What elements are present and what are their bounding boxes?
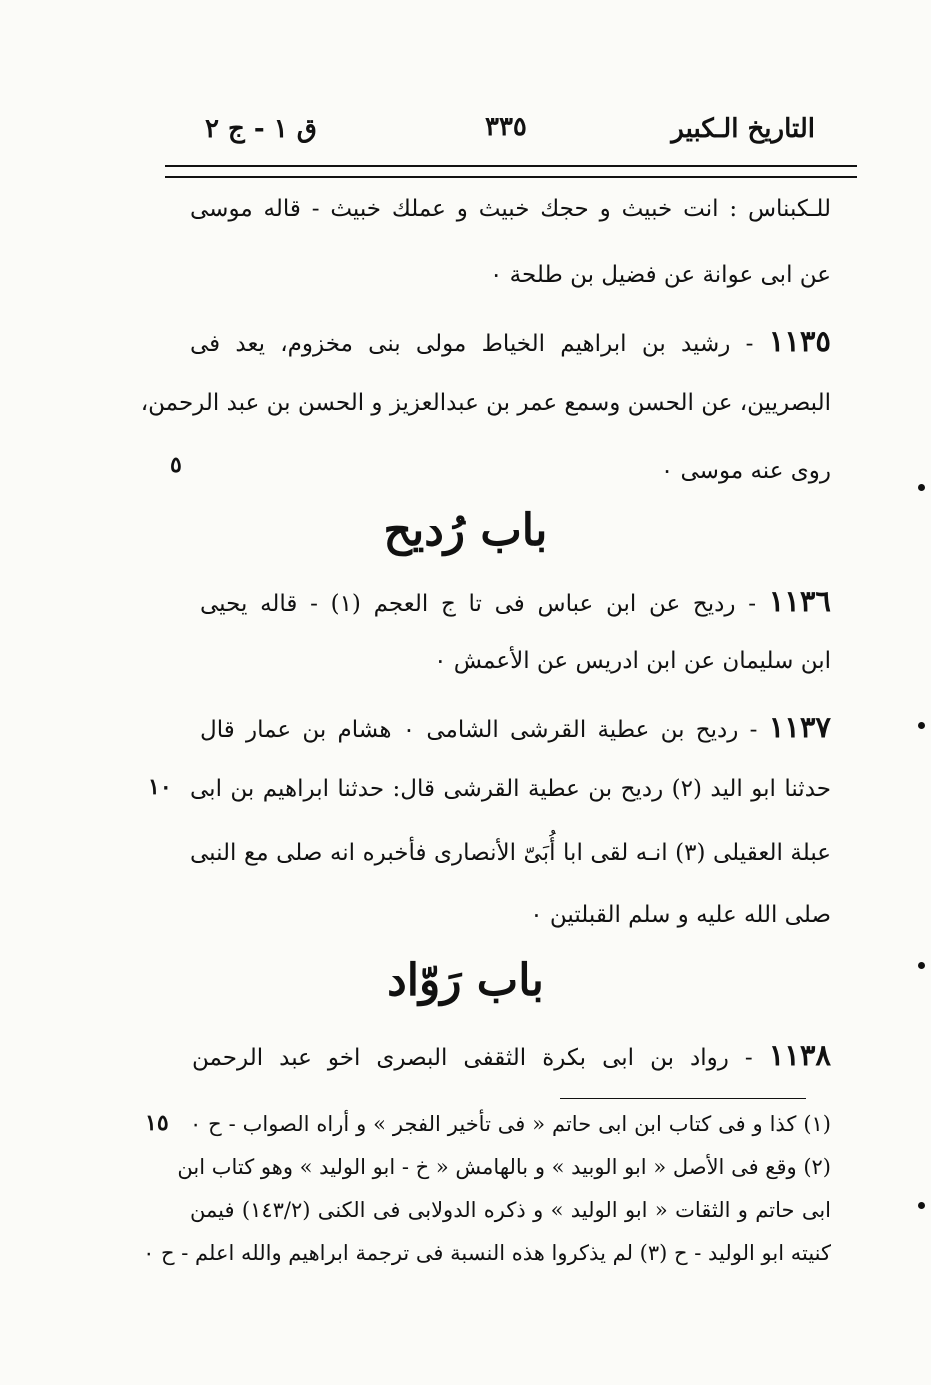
entry-number: ١١٣٥ (768, 324, 831, 358)
page-number: ٣٣٥ (485, 112, 527, 142)
page-header (205, 108, 815, 158)
text-line: للـكبناس : انت خبيث و حجك خبيث و عملك خبيث - قاله موسى (190, 196, 831, 222)
entry-number: ١١٣٨ (768, 1038, 831, 1072)
entry-text: - رواد بن ابى بكرة الثقفى البصرى اخو عبد الرحمن (192, 1045, 753, 1071)
scan-mark (918, 962, 925, 969)
line-number-5: ٥ (170, 452, 182, 478)
footnote-line: كنيته ابو الوليد - ح (٣) لم يذكروا هذه النسبة فى ترجمة ابراهيم والله اعلم - ح ٠ (143, 1241, 831, 1265)
text-line: حدثنا ابو اليد (٢) رديح بن عطية القرشى قال: حدثنا ابراهيم بن ابى (190, 776, 831, 802)
entry-line (200, 710, 831, 745)
text-line: عن ابى عوانة عن فضيل بن طلحة ٠ (490, 262, 831, 288)
footnote-line: ابى حاتم و الثقات « ابو الوليد » و ذكره الدولابى فى الكنى (١٤٣/٢) فيمن (190, 1198, 832, 1222)
footnote-line: (٢) وقع فى الأصل « ابو الوبيد » و بالهامش « خ - ابو الوليد » وهو كتاب ابن (177, 1155, 831, 1179)
entry-line (190, 324, 831, 359)
text-line: ابن سليمان عن ابن ادريس عن الأعمش ٠ (434, 648, 831, 674)
line-number-10: ١٠ (148, 774, 172, 800)
scan-mark (918, 484, 925, 491)
text-line: روى عنه موسى ٠ (660, 458, 831, 484)
section-heading: باب رَوّاد (387, 955, 544, 1006)
section-heading: باب رُديح (383, 505, 548, 556)
volume-label: ق ١ - ج ٢ (205, 114, 317, 144)
footnote-line: (١) كذا و فى كتاب ابن ابى حاتم « فى تأخير الفجر » و أراه الصواب - ح ٠ (190, 1112, 831, 1136)
entry-number: ١١٣٧ (768, 710, 832, 744)
entry-text: - رديح بن عطية القرشى الشامى ٠ هشام بن عمار قال (200, 717, 758, 743)
entry-line (192, 1038, 831, 1073)
text-line: صلى الله عليه و سلم القبلتين ٠ (530, 902, 831, 928)
text-line: البصريين، عن الحسن وسمع عمر بن عبدالعزيز و الحسن بن عبد الرحمن، (140, 390, 831, 416)
scan-mark (918, 1202, 925, 1209)
header-rule (165, 165, 857, 167)
entry-line (200, 584, 831, 619)
entry-number: ١١٣٦ (768, 584, 831, 618)
book-title: التاريخ الـكبير (671, 114, 815, 144)
footnote-rule (560, 1098, 806, 1099)
entry-text: - رديح عن ابن عباس فى تا ج العجم (١) - قاله يحيى (200, 591, 756, 617)
entry-text: - رشيد بن ابراهيم الخياط مولى بنى مخزوم، يعد فى (190, 331, 754, 357)
scan-mark (918, 722, 925, 729)
text-line: عبلة العقيلى (٣) انـه لقى ابا أُبَىّ الأنصارى فأخبره انه صلى مع النبى (190, 840, 831, 866)
line-number-15: ١٥ (145, 1110, 169, 1136)
header-rule-double (165, 176, 857, 178)
